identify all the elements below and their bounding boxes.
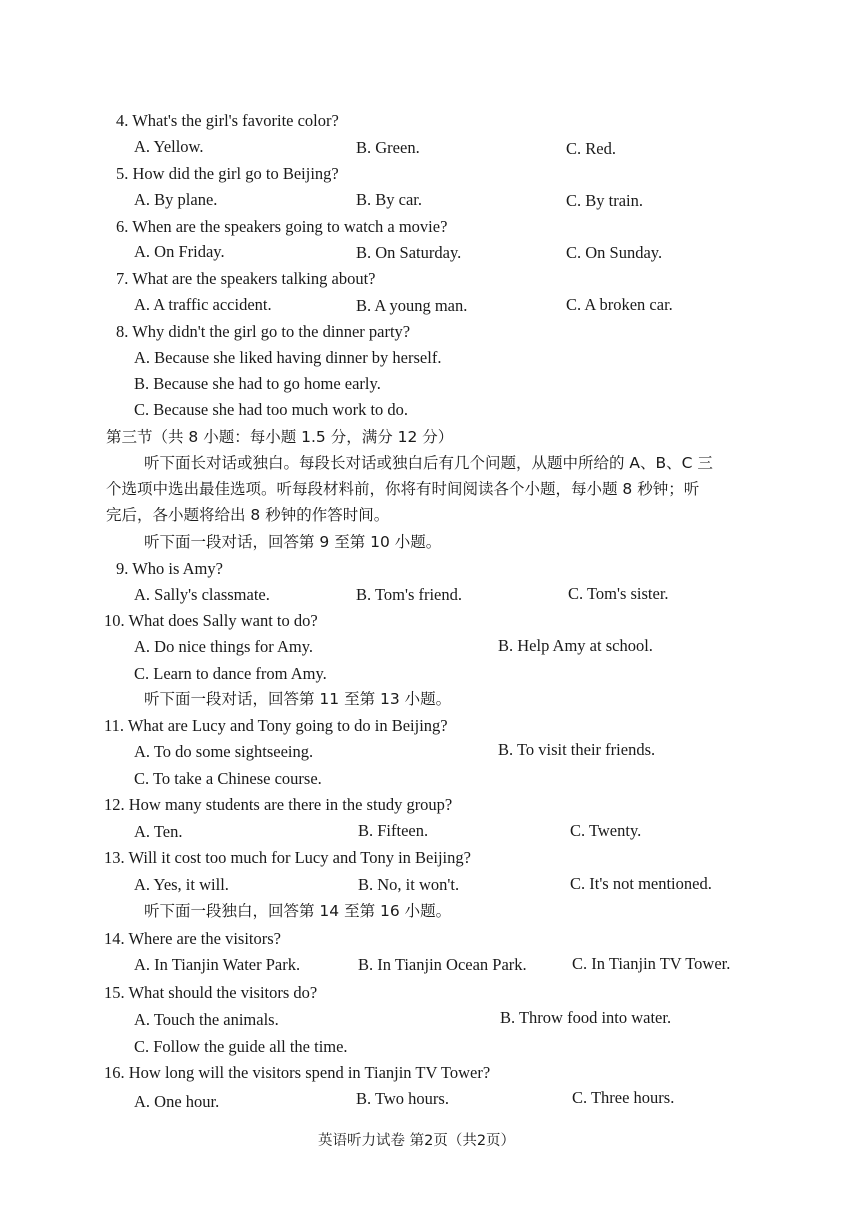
- question-stem: 4. What's the girl's favorite color?: [116, 111, 339, 130]
- option-c: C. A broken car.: [566, 295, 673, 314]
- option-b: B. Two hours.: [356, 1089, 449, 1108]
- option-b: B. Green.: [356, 138, 420, 157]
- question-stem: 5. How did the girl go to Beijing?: [116, 164, 339, 183]
- option-b: B. By car.: [356, 190, 422, 209]
- question-stem: 6. When are the speakers going to watch a movie?: [116, 217, 448, 236]
- option-b: B. Fifteen.: [358, 821, 429, 840]
- option-b: B. In Tianjin Ocean Park.: [358, 955, 527, 974]
- option-a: A. In Tianjin Water Park.: [134, 955, 301, 974]
- option-c: C. Tom's sister.: [568, 584, 669, 603]
- option-b: B. Tom's friend.: [356, 585, 463, 604]
- question-stem: 11. What are Lucy and Tony going to do in Beijing?: [104, 716, 448, 735]
- option-a: A. Do nice things for Amy.: [134, 637, 314, 656]
- option-c: C. Follow the guide all the time.: [134, 1037, 348, 1056]
- option-c: C. In Tianjin TV Tower.: [572, 954, 731, 973]
- listening-prompt: 听下面一段对话，回答第 9 至第 10 小题。: [144, 533, 442, 551]
- option-a: A. Sally's classmate.: [134, 585, 270, 604]
- option-c: C. It's not mentioned.: [570, 874, 712, 893]
- option-c: C. Red.: [566, 139, 616, 158]
- option-c: C. Twenty.: [570, 821, 642, 840]
- option-a: A. Ten.: [134, 822, 183, 841]
- instruction-line: 听下面长对话或独白。每段长对话或独白后有几个问题，从题中所给的 A、B、C 三: [144, 454, 713, 472]
- option-c: C. By train.: [566, 191, 643, 210]
- option-b: B. Because she had to go home early.: [134, 374, 381, 393]
- question-stem: 16. How long will the visitors spend in Tianjin TV Tower?: [104, 1063, 491, 1082]
- option-a: A. Yellow.: [134, 137, 204, 156]
- option-a: A. Because she liked having dinner by herself.: [134, 348, 442, 367]
- question-stem: 7. What are the speakers talking about?: [116, 269, 376, 288]
- instruction-line: 完后，各小题将给出 8 秒钟的作答时间。: [106, 506, 390, 524]
- question-stem: 15. What should the visitors do?: [104, 983, 318, 1002]
- option-b: B. Throw food into water.: [500, 1008, 672, 1027]
- option-b: B. On Saturday.: [356, 243, 462, 262]
- option-c: C. To take a Chinese course.: [134, 769, 322, 788]
- listening-prompt: 听下面一段独白，回答第 14 至第 16 小题。: [144, 902, 452, 920]
- option-a: A. Touch the animals.: [134, 1010, 279, 1029]
- listening-prompt: 听下面一段对话，回答第 11 至第 13 小题。: [144, 690, 452, 708]
- option-b: B. To visit their friends.: [498, 740, 656, 759]
- option-a: A. By plane.: [134, 190, 218, 209]
- option-b: B. No, it won't.: [358, 875, 460, 894]
- question-stem: 8. Why didn't the girl go to the dinner party?: [116, 322, 411, 341]
- option-b: B. A young man.: [356, 296, 468, 315]
- option-c: C. On Sunday.: [566, 243, 663, 262]
- question-stem: 9. Who is Amy?: [116, 559, 223, 578]
- question-stem: 13. Will it cost too much for Lucy and Tony in Beijing?: [104, 848, 471, 867]
- question-stem: 10. What does Sally want to do?: [104, 611, 318, 630]
- section-heading: 第三节（共 8 小题：每小题 1.5 分，满分 12 分）: [106, 428, 454, 446]
- option-a: A. A traffic accident.: [134, 295, 272, 314]
- instruction-line: 个选项中选出最佳选项。听每段材料前，你将有时间阅读各个小题，每小题 8 秒钟；听: [106, 480, 700, 498]
- question-stem: 12. How many students are there in the study group?: [104, 795, 453, 814]
- option-a: A. One hour.: [134, 1092, 220, 1111]
- question-stem: 14. Where are the visitors?: [104, 929, 282, 948]
- option-a: A. On Friday.: [134, 242, 225, 261]
- option-c: C. Because she had too much work to do.: [134, 400, 409, 419]
- option-c: C. Learn to dance from Amy.: [134, 664, 327, 683]
- option-b: B. Help Amy at school.: [498, 636, 653, 655]
- option-a: A. To do some sightseeing.: [134, 742, 314, 761]
- option-c: C. Three hours.: [572, 1088, 675, 1107]
- option-a: A. Yes, it will.: [134, 875, 229, 894]
- page-footer: 英语听力试卷 第2页（共2页）: [318, 1133, 516, 1149]
